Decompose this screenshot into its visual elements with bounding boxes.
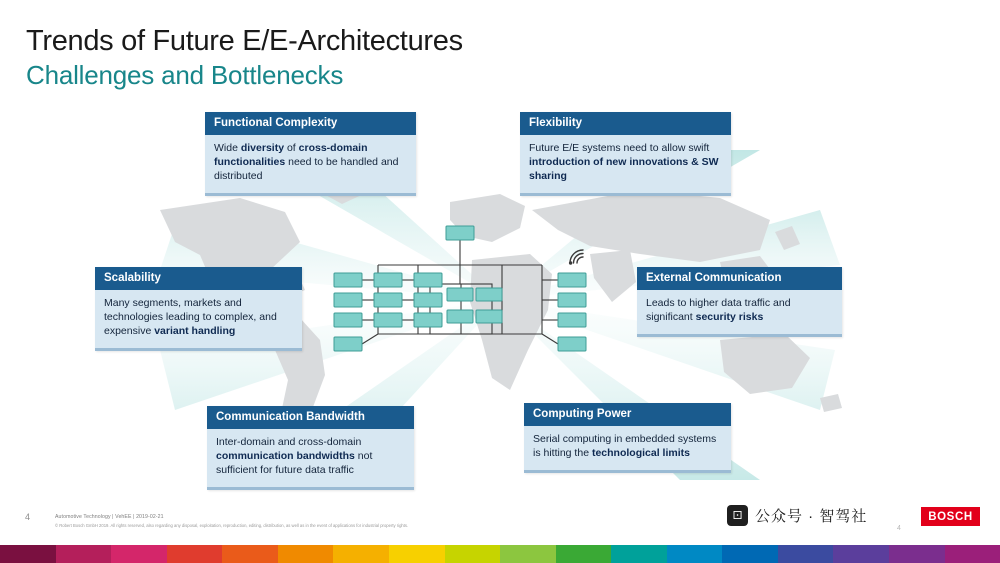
color-bar-segment: [333, 545, 389, 563]
color-bar-segment: [722, 545, 778, 563]
wechat-icon: ⚀: [727, 505, 748, 526]
callout-header: Communication Bandwidth: [207, 406, 414, 429]
color-bar-segment: [500, 545, 556, 563]
callout-computing-power: [524, 403, 731, 473]
ee-architecture-network-diagram: [310, 222, 610, 362]
bottom-color-bar: [0, 545, 1000, 563]
color-bar-segment: [167, 545, 223, 563]
callout-scalability: [95, 267, 302, 351]
callout-external-communication: [637, 267, 842, 337]
callout-body: Inter-domain and cross-domain communication bandwidths not sufficient for future data traffic: [216, 435, 373, 476]
callout-body: Wide diversity of cross-domain functionalities need to be handled and distributed: [214, 141, 399, 182]
page-title: Trends of Future E/E-Architectures: [26, 25, 463, 57]
callout-body: Many segments, markets and technologies leading to complex, and expensive variant handling: [104, 296, 277, 337]
color-bar-segment: [833, 545, 889, 563]
callout-body: Future E/E systems need to allow swift introduction of new innovations & SW sharing: [529, 141, 719, 182]
wifi-icon: [566, 243, 592, 267]
footer-page-number: 4: [897, 525, 901, 532]
color-bar-segment: [445, 545, 501, 563]
color-bar-segment: [56, 545, 112, 563]
callout-functional-complexity: [205, 112, 416, 196]
callout-communication-bandwidth: [207, 406, 414, 490]
callout-flexibility: [520, 112, 731, 196]
page-number: 4: [25, 512, 31, 522]
color-bar-segment: [611, 545, 667, 563]
callout-header: External Communication: [637, 267, 842, 290]
color-bar-segment: [556, 545, 612, 563]
color-bar-segment: [0, 545, 56, 563]
color-bar-segment: [389, 545, 445, 563]
color-bar-segment: [278, 545, 334, 563]
watermark: [727, 505, 867, 526]
color-bar-segment: [945, 545, 1000, 563]
callout-header: Functional Complexity: [205, 112, 416, 135]
footer-source: Automotive Technology | VehEE | 2019-02-21: [55, 514, 164, 520]
color-bar-segment: [889, 545, 945, 563]
color-bar-segment: [778, 545, 834, 563]
callout-header: Computing Power: [524, 403, 731, 426]
page-subtitle: Challenges and Bottlenecks: [26, 60, 344, 90]
callout-header: Flexibility: [520, 112, 731, 135]
bosch-logo: BOSCH: [921, 507, 980, 526]
watermark-text: 公众号 · 智驾社: [755, 508, 868, 525]
color-bar-segment: [111, 545, 167, 563]
color-bar-segment: [222, 545, 278, 563]
callout-header: Scalability: [95, 267, 302, 290]
footer-copyright: © Robert Bosch GmbH 2019. All rights reserved, also regarding any disposal, exploitation, reproduction, editing, distribution, as well as in the event of applications for industrial property rights.: [55, 523, 409, 529]
callout-body: Leads to higher data traffic and significant security risks: [646, 296, 791, 323]
color-bar-segment: [667, 545, 723, 563]
callout-body: Serial computing in embedded systems is hitting the technological limits: [533, 432, 717, 459]
